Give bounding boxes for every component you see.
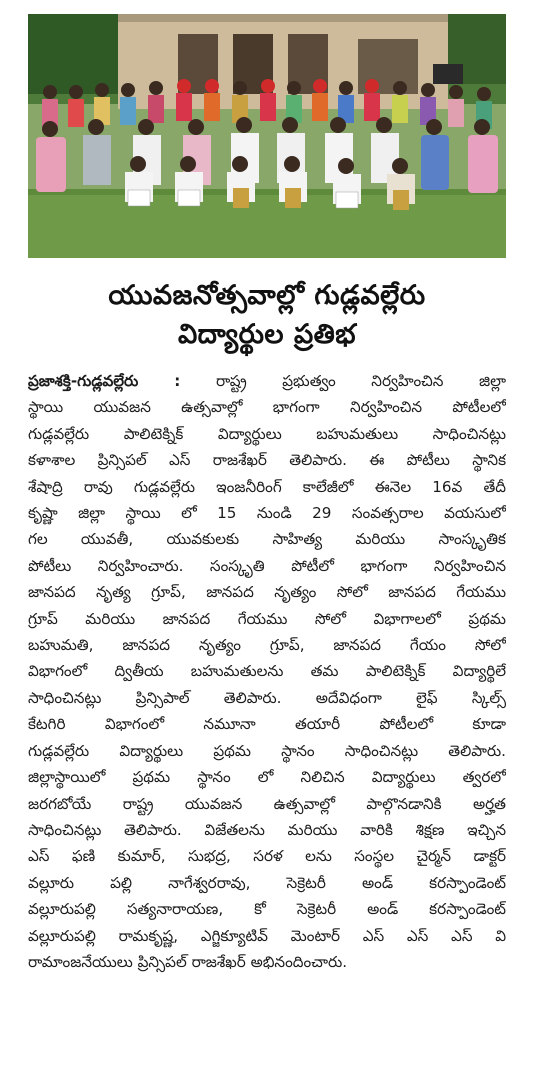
- article-line: శేషాద్రి రావు గుడ్లవల్లేరు ఇంజనీరింగ్ కాలేజీలో ఈనెల 16వ తేదీ: [28, 477, 506, 496]
- article-line: సాధించినట్లు ప్రిన్సిపాల్ తెలిపారు. అదేవిధంగా లైఫ్ స్కిల్స్: [28, 688, 506, 707]
- group-photo: [28, 14, 506, 258]
- group-photo-illustration: [28, 14, 506, 258]
- article-line: వల్లూరుపల్లి సత్యనారాయణ, కో సెక్రెటరీ అండ్ కరస్పాండెంట్: [28, 900, 506, 919]
- headline-line-2: విద్యార్థుల ప్రతిభ: [177, 319, 357, 350]
- article-line: పోటీలు నిర్వహించారు. సంస్కృతి పోటీలో భాగంగా నిర్వహించిన: [28, 556, 506, 575]
- article-line: గుడ్లవల్లేరు పాలిటెక్నిక్ విద్యార్థులు బహుమతులు సాధించినట్లు: [28, 424, 506, 443]
- article-line: బహుమతి, జానపద నృత్యం గ్రూప్, జానపద గేయం సోలో: [28, 636, 506, 655]
- headline-line-1: యువజనోత్సవాల్లో గుడ్లవల్లేరు: [108, 280, 426, 311]
- article-line: జానపద నృత్య గ్రూప్, జానపద నృత్యం సోలో జానపద గేయము: [28, 583, 506, 602]
- dateline: ప్రజాశక్తి-గుడ్లవల్లేరు :: [28, 372, 181, 390]
- article-line-0: ప్రజాశక్తి-గుడ్లవల్లేరు : రాష్ట్ర ప్రభుత్వం నిర్వహించిన జిల్లా: [28, 372, 506, 390]
- article-body: [28, 368, 506, 975]
- article-line: గల యువతీ, యువకులకు సాహిత్య మరియు సాంస్కృతిక: [28, 530, 506, 549]
- article-line: విభాగంలో ద్వితీయ బహుమతులను తమ పాలిటెక్నిక్ విద్యార్థిలే: [28, 662, 506, 681]
- article-line-last: రామాంజనేయులు ప్రిన్సిపల్ రాజశేఖర్ అభినందించారు.: [28, 952, 348, 971]
- article-line: స్థాయి యువజన ఉత్సవాల్లో భాగంగా నిర్వహించిన పోటీలలో: [28, 398, 506, 417]
- article-line: జిల్లాస్థాయిలో ప్రథమ స్థానం లో నిలిచిన విద్యార్థులు త్వరలో: [28, 768, 506, 787]
- article-line: ఎస్ ఫణి కుమార్, సుభద్ర, సరళ లను సంస్థల చైర్మన్ డాక్టర్: [28, 847, 506, 866]
- article-line: వల్లూరుపల్లి రామకృష్ణ, ఎగ్జిక్యూటివ్ మెంటార్ ఎస్ ఎస్ ఎస్ వి: [28, 926, 506, 945]
- article-line: వల్లూరు పల్లి నాగేశ్వరరావు, సెక్రెటరీ అండ్ కరస్పాండెంట్: [28, 873, 506, 892]
- article-line: కళాశాల ప్రిన్సిపల్ ఎస్ రాజశేఖర్ తెలిపారు. ఈ పోటీలు స్థానిక: [28, 451, 506, 470]
- article-line: గుడ్లవల్లేరు విద్యార్థులు ప్రథమ స్థానం సాధించినట్లు తెలిపారు.: [28, 741, 506, 760]
- article-line: సాధించినట్లు తెలిపారు. విజేతలను మరియు వారికి శిక్షణ ఇచ్చిన: [28, 820, 506, 839]
- article-line: కృష్ణా జిల్లా స్థాయి లో 15 నుండి 29 సంవత్సరాల వయసులో: [28, 504, 506, 523]
- article-line: జరగబోయే రాష్ట్ర యువజన ఉత్సవాల్లో పాల్గొనడానికి అర్హత: [28, 794, 506, 813]
- article-line: కేటగిరి విభాగంలో నమూనా తయారీ పోటీలలో కూడా: [28, 715, 506, 734]
- article-line: గ్రూప్ మరియు జానపద గేయము సోలో విభాగాలలో ప్రథమ: [28, 609, 506, 628]
